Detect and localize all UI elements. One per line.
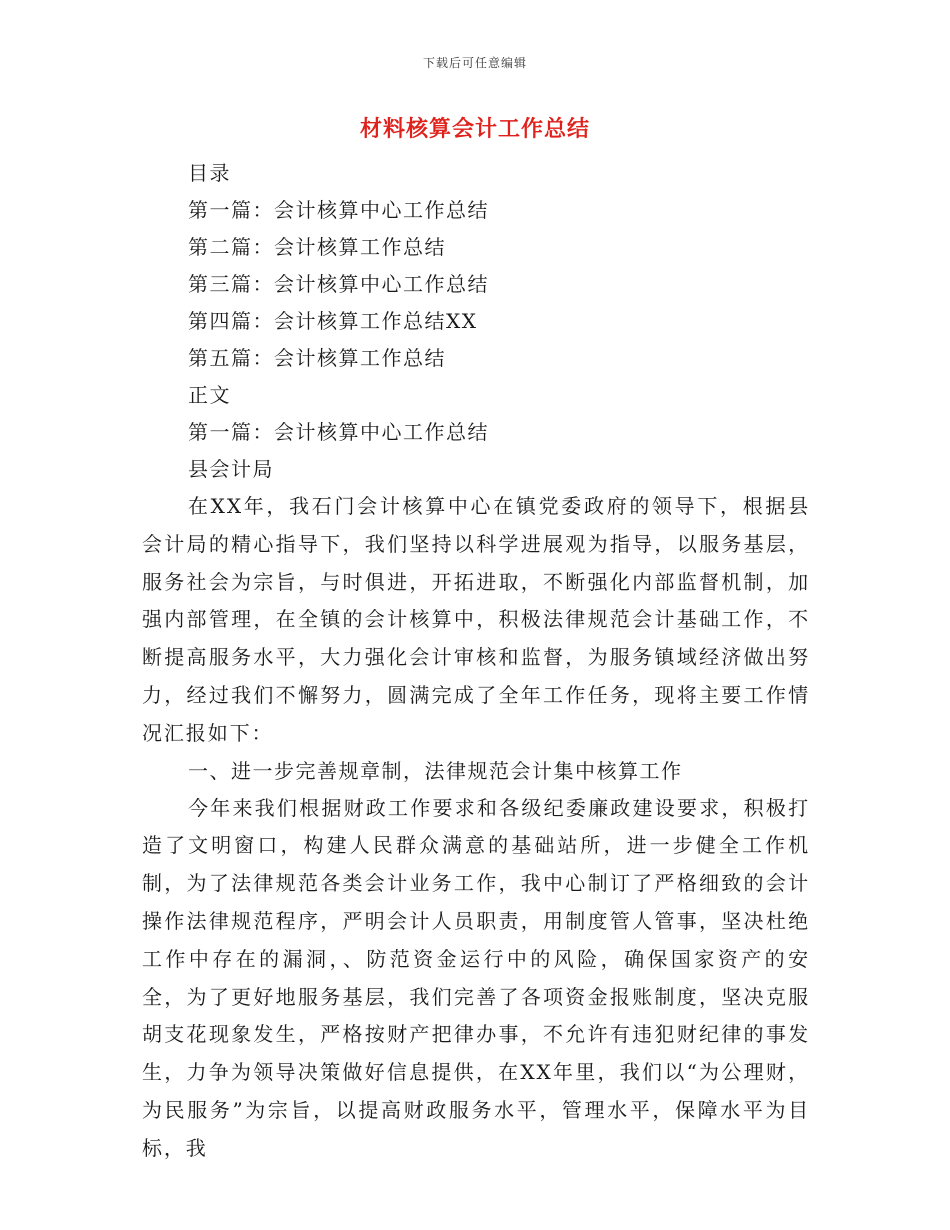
document-title: 材料核算会计工作总结 — [359, 116, 590, 142]
section-title: 一、进一步完善规章制，法律规范会计集中核算工作 — [188, 758, 683, 783]
header-note: 下载后可任意编辑 — [422, 56, 527, 70]
document-content — [142, 155, 810, 1168]
toc-item: 第二篇：会计核算工作总结 — [188, 235, 446, 259]
toc-heading: 目录 — [188, 161, 231, 185]
organization-name: 县会计局 — [188, 457, 274, 481]
body-paragraph: 在XX年，我石门会计核算中心在镇党委政府的领导下，根据县会计局的精心指导下，我们坚持以科学进展观为指导，以服务基层，服务社会为宗旨，与时俱进，开拓进取，不断强化内部监督机制，加强内部管理，在全镇的会计核算中，积极法律规范会计基础工作，不断提高服务水平，大力强化会计审核和监督，为服务镇域经济做出努力，经过我们不懈努力，圆满完成了全年工作任务，现将主要工作情况汇报如下： — [142, 494, 810, 745]
toc-item: 第四篇：会计核算工作总结XX — [188, 309, 478, 333]
toc-item: 第五篇：会计核算工作总结 — [188, 346, 446, 370]
body-paragraph: 今年来我们根据财政工作要求和各级纪委廉政建设要求，积极打造了文明窗口，构建人民群众满意的基础站所，进一步健全工作机制，为了法律规范各类会计业务工作，我中心制订了严格细致的会计操作法律规范程序，严明会计人员职责，用制度管人管事，坚决杜绝工作中存在的漏洞，、防范资金运行中的风险，确保国家资产的安全，为了更好地服务基层，我们完善了各项资金报账制度，坚决克服胡支花现象发生，严格按财产把律办事，不允许有违犯财纪律的事发生，力争为领导决策做好信息提供，在XX年里，我们以“为公理财，为民服务”为宗旨，以提高财政服务水平，管理水平，保障水平为目标，我 — [142, 795, 810, 1160]
body-heading: 正文 — [188, 383, 231, 407]
toc-item: 第一篇：会计核算中心工作总结 — [188, 198, 489, 222]
toc-item: 第三篇：会计核算中心工作总结 — [188, 272, 489, 296]
chapter-title: 第一篇：会计核算中心工作总结 — [188, 420, 489, 444]
